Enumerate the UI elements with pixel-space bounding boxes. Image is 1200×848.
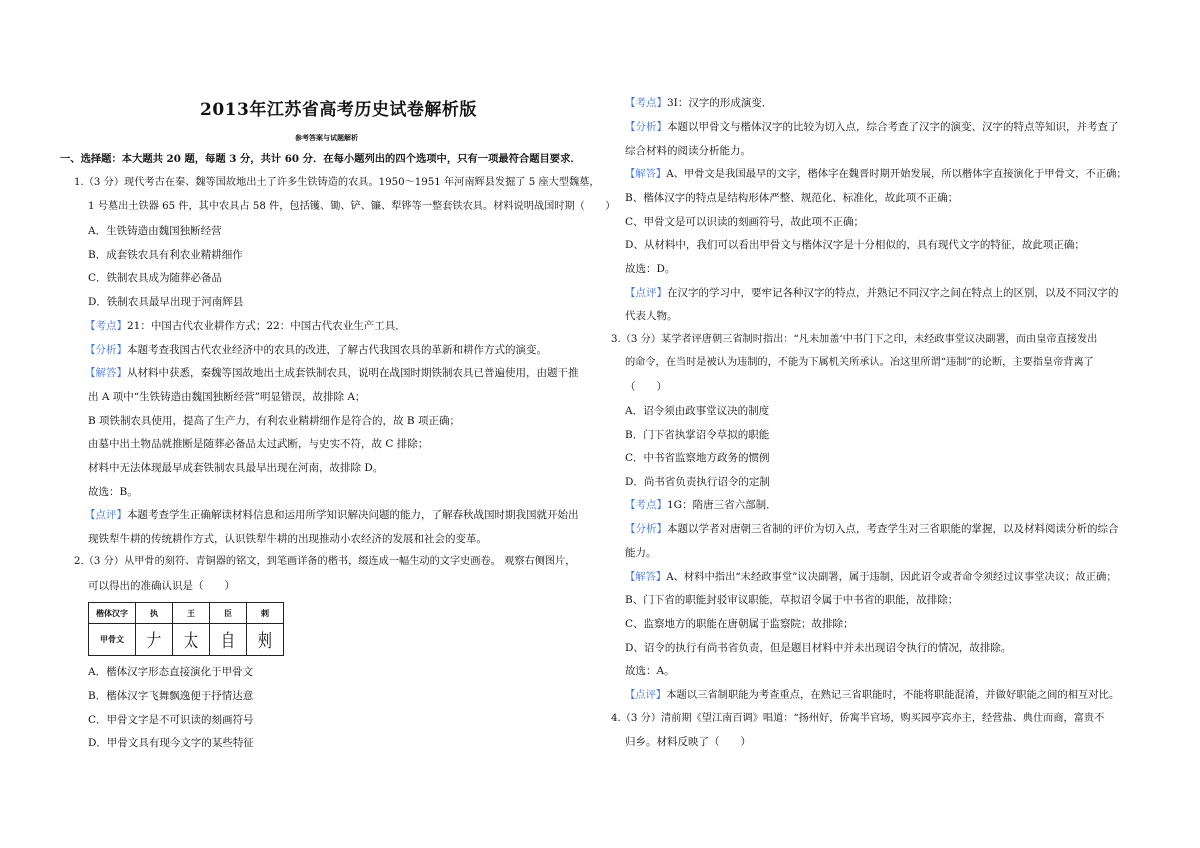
q4-stem-line2: 归乡。材料反映了（ ）: [625, 736, 751, 748]
kaiti-char: 执: [136, 603, 173, 624]
q2-jieda-line1: [625, 167, 1127, 181]
q4-stem-line1: 4.（3 分）清前期《望江南百调》唱道：“扬州好，侨寓半官场，购买园亭宾亦主，经营盐、典仕而商，富贵不: [611, 713, 1105, 724]
oracle-bone-glyph: 㓨: [257, 630, 273, 652]
section-heading-choice: 一、选择题：本大题共 20 题，每题 3 分，共计 60 分．在每小题列出的四个选项中，只有一项最符合题目要求．: [60, 153, 581, 165]
oracle-bone-glyph: 𠂇: [146, 630, 162, 652]
q2-fenxi-line2: 综合材料的阅读分析能力。: [625, 145, 751, 157]
q3-option-b: B．门下省执掌诏令草拟的职能: [625, 429, 770, 441]
q2-option-a: A．楷体汉字形态直接演化于甲骨文: [88, 666, 254, 678]
q1-option-d: D．铁制农具最早出现于河南辉县: [88, 296, 244, 308]
q3-option-d: D．尚书省负责执行诏令的定制: [625, 476, 770, 488]
row-label-kaiti: 楷体汉字: [89, 603, 136, 624]
q3-jieda-line3: C、监察地方的职能在唐朝属于监察院；故排除；: [625, 618, 854, 630]
q2-option-c: C．甲骨文字是不可识读的刻画符号: [88, 714, 254, 726]
q1-jieda-line2: 出 A 项中“生铁铸造由魏国独断经营”明显错误，故排除 A；: [88, 391, 366, 403]
q1-option-c: C．铁制农具成为随葬必备品: [88, 272, 223, 284]
q2-stem-line2: 可以得出的准确认识是（ ）: [88, 580, 235, 592]
kaodian-tag: 【考点】: [85, 320, 127, 332]
q3-jieda-line1: [625, 570, 1117, 584]
q1-answer: 故选：B。: [88, 486, 138, 498]
q1-jieda-line4: 由墓中出土物品就推断是随葬必备品太过武断，与史实不符，故 C 排除；: [88, 438, 429, 450]
q1-jieda-line5: 材料中无法体现最早成套铁制农具最早出现在河南，故排除 D。: [88, 462, 384, 474]
dianping-text: 在汉字的学习中，要牢记各种汉字的特点，并熟记不同汉字之间在特点上的区别，以及不同汉字的: [667, 287, 1119, 299]
character-comparison-table: [88, 602, 284, 656]
q2-answer: 故选：D。: [625, 263, 676, 275]
q2-jieda-line3: C、甲骨文是可以识读的刻画符号，故此项不正确；: [625, 216, 865, 228]
q3-answer: 故选：A。: [625, 665, 675, 677]
q3-fenxi-line1: [625, 522, 1119, 536]
q2-option-b: B．楷体汉字飞舞飘逸便于抒情达意: [88, 690, 254, 702]
fenxi-tag: 【分析】: [625, 121, 667, 133]
kaiti-char: 臣: [210, 603, 247, 624]
row-label-jiaguwen: 甲骨文: [89, 624, 136, 656]
dianping-tag: 【点评】: [625, 287, 667, 299]
fenxi-tag: 【分析】: [85, 344, 127, 356]
q1-option-a: A．生铁铸造由魏国独断经营: [88, 225, 222, 237]
q2-jieda-line4: D、从材料中，我们可以看出甲骨文与楷体汉字是十分相似的，具有现代文字的特征，故此项正确；: [625, 239, 1085, 251]
oracle-bone-glyph: 太: [183, 630, 199, 652]
q3-stem-line3: （ ）: [625, 381, 667, 393]
dianping-tag: 【点评】: [625, 689, 667, 701]
q3-jieda-line2: B、门下省的职能封驳审议职能，草拟诏令属于中书省的职能，故排除；: [625, 594, 959, 606]
fenxi-text: 本题考查我国古代农业经济中的农具的改进，了解古代我国农具的革新和耕作方式的演变。: [127, 344, 547, 356]
q1-stem-line2: 1 号墓出土铁器 65 件，其中农具占 58 件，包括镬、锄、铲、镰、犁铧等一整套铁农具。材料说明战国时期（ ）: [88, 201, 616, 212]
jieda-tag: 【解答】: [625, 571, 667, 583]
fenxi-text: 本题以学者对唐朝三省制的评价为切入点，考查学生对三省职能的掌握，以及材料阅读分析的综合: [667, 523, 1119, 535]
q1-kaodian: [85, 319, 406, 333]
page-subtitle: 参考答案与试题解析: [295, 133, 358, 142]
q1-dianping-line1: [85, 508, 579, 522]
q1-fenxi: [85, 343, 547, 357]
q3-option-a: A．诏令须由政事堂议决的制度: [625, 405, 770, 417]
q3-stem-line2: 的命令，在当时是被认为违制的，不能为下属机关所承认。冶这里所谓“违制”的论断，主要指皇帝背离了: [625, 357, 1094, 368]
jieda-text: 从材料中获悉，秦魏等国故地出土成套铁制农具，说明在战国时期铁制农具已普遍使用，由题干推: [127, 367, 579, 379]
kaodian-text: 21：中国古代农业耕作方式；22：中国古代农业生产工具．: [127, 320, 406, 332]
q2-dianping-line1: [625, 286, 1119, 300]
q2-kaodian: [625, 96, 772, 110]
q1-stem-line1: 1.（3 分）现代考古在秦、魏等国故地出土了许多生铁铸造的农具。1950～1951 年河南辉县发掘了 5 座大型魏墓，: [74, 177, 600, 188]
kaodian-text: 1G：隋唐三省六部制．: [667, 499, 777, 511]
fenxi-text: 本题以甲骨文与楷体汉字的比较为切入点，综合考查了汉字的演变、汉字的特点等知识，并考查了: [667, 121, 1119, 133]
kaodian-tag: 【考点】: [625, 97, 667, 109]
fenxi-tag: 【分析】: [625, 523, 667, 535]
page-title: 2013年江苏省高考历史试卷解析版: [200, 100, 477, 120]
q3-fenxi-line2: 能力。: [625, 547, 657, 559]
q3-option-c: C．中书省监察地方政务的惯例: [625, 452, 770, 464]
dianping-tag: 【点评】: [85, 509, 127, 521]
q2-stem-line1: 2.（3 分）从甲骨的刻符、青铜器的铭文，到笔画详备的楷书，缀连成一幅生动的文字史画卷。 观察右侧图片，: [74, 556, 576, 567]
q1-dianping-line2: 现铁犁牛耕的传统耕作方式，认识铁犁牛耕的出现推动小农经济的发展和社会的变革。: [88, 533, 487, 545]
jieda-tag: 【解答】: [625, 168, 667, 180]
q2-jieda-line2: B、楷体汉字的特点是结构形体严整、规范化、标准化，故此项不正确；: [625, 192, 959, 204]
q2-fenxi-line1: [625, 120, 1119, 134]
kaodian-text: 3I：汉字的形成演变．: [667, 97, 773, 109]
q1-option-b: B．成套铁农具有利农业精耕细作: [88, 249, 243, 261]
q3-stem-line1: 3.（3 分）某学者评唐朝三省制时指出：“凡未加盖‘中书门下之印，未经政事堂议决副署，而由皇帝直接发出: [611, 334, 1098, 345]
dianping-text: 本题以三省制职能为考查重点，在熟记三省职能时，不能将职能混淆，并做好职能之间的相互对比。: [666, 689, 1120, 701]
q2-dianping-line2: 代表人物。: [625, 310, 678, 322]
kaiti-char: 剌: [247, 603, 284, 624]
jieda-text: A、材料中指出“未经政事堂”议决副署，属于违制，因此诏令或者命令须经过议事堂决议；故正确；: [666, 571, 1117, 583]
q1-jieda-line3: B 项铁制农具使用，提高了生产力，有利农业精耕细作是符合的，故 B 项正确；: [88, 415, 460, 427]
jieda-text: A、甲骨文是我国最早的文字，楷体字在魏晋时期开始发展，所以楷体字直接演化于甲骨文，不正确；: [666, 168, 1127, 180]
q2-option-d: D．甲骨文具有现今文字的某些特征: [88, 737, 254, 749]
jieda-tag: 【解答】: [85, 367, 127, 379]
oracle-bone-glyph: 自: [220, 630, 236, 652]
q3-kaodian: [625, 498, 777, 512]
kaiti-char: 王: [173, 603, 210, 624]
kaodian-tag: 【考点】: [625, 499, 667, 511]
dianping-text: 本题考查学生正确解读材料信息和运用所学知识解决问题的能力，了解春秋战国时期我国就开始出: [127, 509, 579, 521]
q3-jieda-line4: D、诏令的执行有尚书省负责，但是题目材料中并未出现诏令执行的情况，故排除。: [625, 642, 1012, 654]
q1-jieda-line1: [85, 366, 579, 380]
q3-dianping: [625, 688, 1119, 702]
